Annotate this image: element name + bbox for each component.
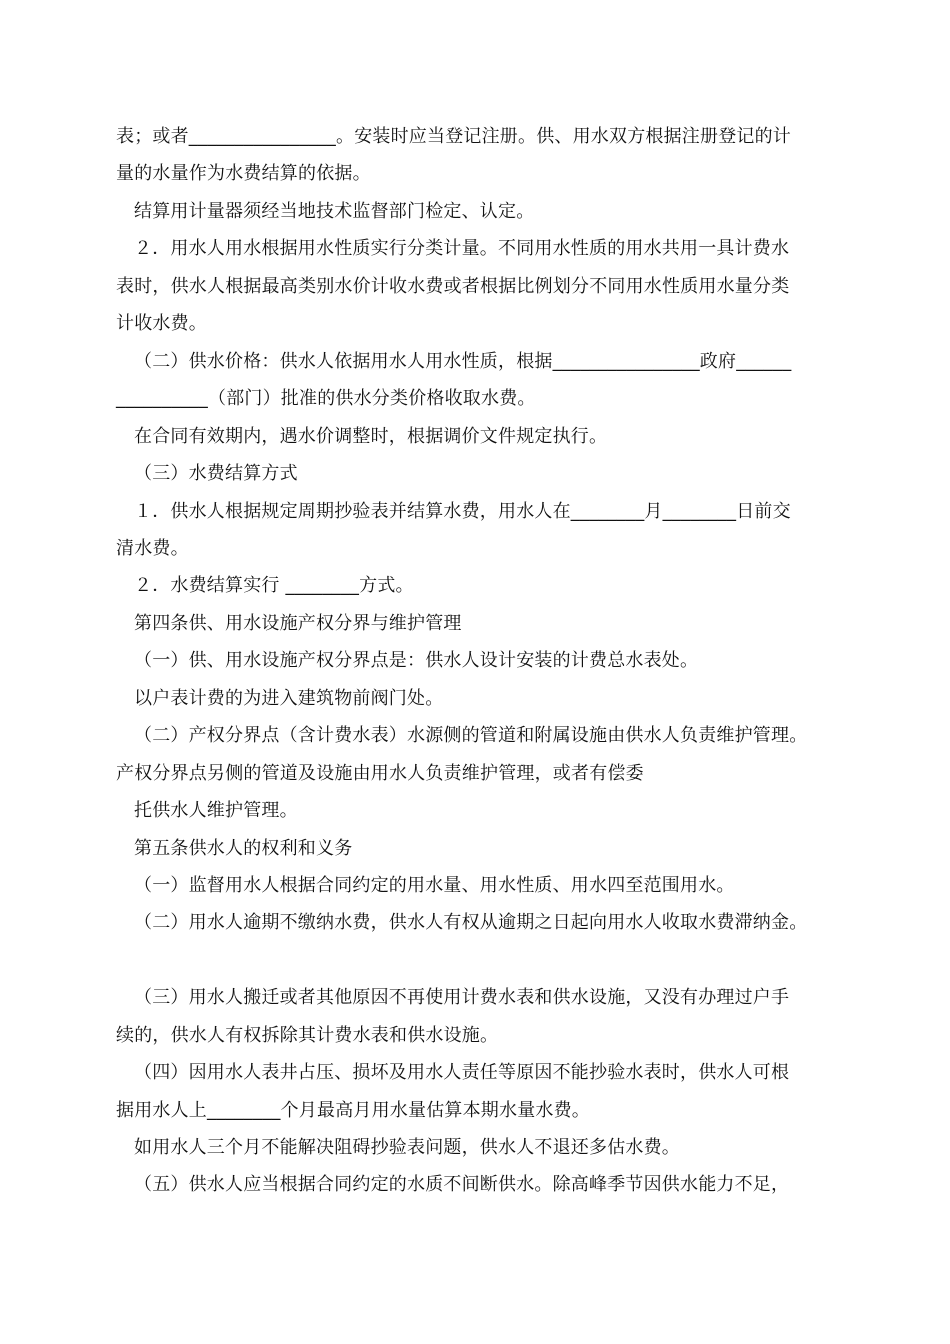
text-line: （三）水费结算方式 xyxy=(134,463,298,484)
text-line: 产权分界点另侧的管道及设施由用水人负责维护管理，或者有偿委 xyxy=(116,763,644,784)
text-line: （一）监督用水人根据合同约定的用水量、用水性质、用水四至范围用水。 xyxy=(134,875,735,896)
text-line: __________（部门）批准的供水分类价格收取水费。 xyxy=(116,388,536,409)
text-line: （二）供水价格：供水人依据用水人用水性质，根据________________政府______ xyxy=(134,351,792,372)
text-line: （一）供、用水设施产权分界点是：供水人设计安装的计费总水表处。 xyxy=(134,650,699,671)
text-line: （三）用水人搬迁或者其他原因不再使用计费水表和供水设施，又没有办理过户手 xyxy=(134,987,790,1008)
text-line: 第五条供水人的权利和义务 xyxy=(134,838,353,859)
text-line: 计收水费。 xyxy=(116,313,207,334)
text-line: 清水费。 xyxy=(116,538,189,559)
text-line: （五）供水人应当根据合同约定的水质不间断供水。除高峰季节因供水能力不足， xyxy=(134,1174,790,1195)
text-line: 在合同有效期内，遇水价调整时，根据调价文件规定执行。 xyxy=(134,426,608,447)
text-line: 表；或者________________。安装时应当登记注册。供、用水双方根据注册登记的计 xyxy=(116,126,791,147)
text-line: 如用水人三个月不能解决阻碍抄验表问题，供水人不退还多估水费。 xyxy=(134,1137,680,1158)
text-line: ２．水费结算实行 ________方式。 xyxy=(134,575,414,596)
text-line: ２．用水人用水根据用水性质实行分类计量。不同用水性质的用水共用一具计费水 xyxy=(134,238,790,259)
text-line: 量的水量作为水费结算的依据。 xyxy=(116,163,371,184)
text-line: （四）因用水人表井占压、损坏及用水人责任等原因不能抄验水表时，供水人可根 xyxy=(134,1062,790,1083)
text-line: １．供水人根据规定周期抄验表并结算水费，用水人在________月________日前交 xyxy=(134,501,791,522)
text-line: 以户表计费的为进入建筑物前阀门处。 xyxy=(134,688,444,709)
text-line: 结算用计量器须经当地技术监督部门检定、认定。 xyxy=(134,201,535,222)
text-line: 第四条供、用水设施产权分界与维护管理 xyxy=(134,613,462,634)
text-line: 表时，供水人根据最高类别水价计收水费或者根据比例划分不同用水性质用水量分类 xyxy=(116,276,790,297)
text-line: 据用水人上________个月最高月用水量估算本期水量水费。 xyxy=(116,1100,590,1121)
text-line: 托供水人维护管理。 xyxy=(134,800,298,821)
text-line: （二）用水人逾期不缴纳水费，供水人有权从逾期之日起向用水人收取水费滞纳金。 xyxy=(134,912,808,933)
text-line: （二）产权分界点（含计费水表）水源侧的管道和附属设施由供水人负责维护管理。 xyxy=(134,725,808,746)
text-line: 续的，供水人有权拆除其计费水表和供水设施。 xyxy=(116,1025,499,1046)
